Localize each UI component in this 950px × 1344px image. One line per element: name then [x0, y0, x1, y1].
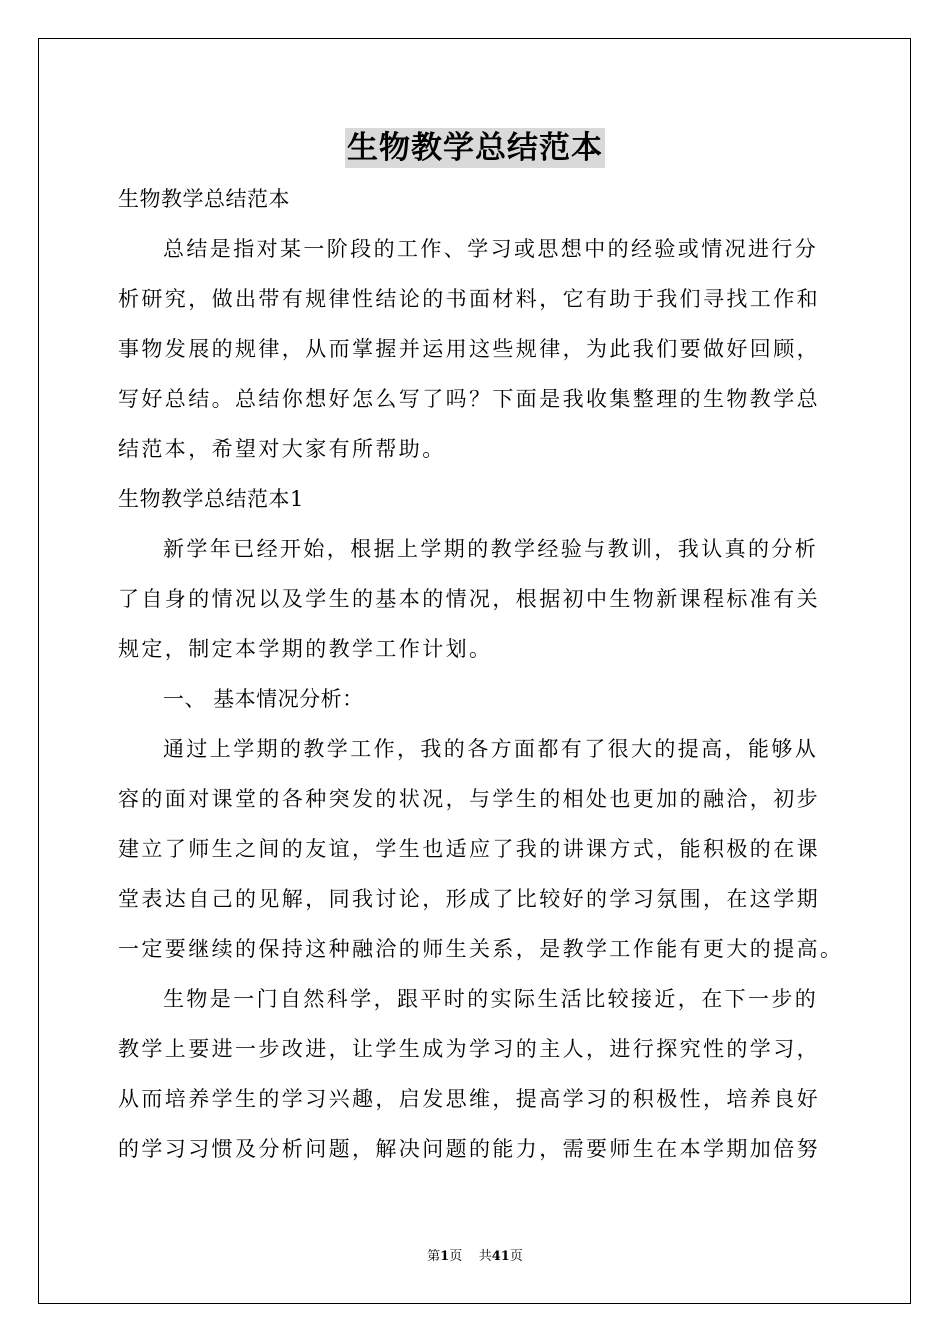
paragraph-line: 容的面对课堂的各种突发的状况，与学生的相处也更加的融洽，初步 — [118, 787, 820, 811]
total-prefix: 共 — [478, 1249, 492, 1264]
document-title: 生物教学总结范本 — [347, 130, 603, 166]
paragraph-line: 建立了师生之间的友谊，学生也适应了我的讲课方式，能积极的在课 — [118, 837, 820, 861]
page-prefix: 第 — [427, 1249, 441, 1264]
paragraph-line: 一定要继续的保持这种融洽的师生关系，是教学工作能有更大的提高。 — [118, 937, 844, 961]
paragraph-line: 教学上要进一步改进，让学生成为学习的主人，进行探究性的学习， — [118, 1037, 820, 1061]
paragraph-line: 了自身的情况以及学生的基本的情况，根据初中生物新课程标准有关 — [118, 587, 820, 611]
page-number: 1 — [440, 1249, 450, 1264]
paragraph-line: 从而培养学生的学习兴趣，启发思维，提高学习的积极性，培养良好 — [118, 1087, 820, 1111]
total-pages: 41 — [491, 1249, 510, 1264]
title-container — [0, 128, 950, 168]
paragraph-line: 通过上学期的教学工作，我的各方面都有了很大的提高，能够从 — [163, 737, 819, 761]
page-suffix: 页 — [449, 1249, 463, 1264]
paragraph-line: 事物发展的规律，从而掌握并运用这些规律，为此我们要做好回顾， — [118, 337, 820, 361]
paragraph-line: 规定，制定本学期的教学工作计划。 — [118, 637, 493, 661]
subtitle-heading: 生物教学总结范本 — [118, 187, 290, 211]
page-border — [38, 38, 911, 1304]
paragraph-line: 结范本，希望对大家有所帮助。 — [118, 437, 446, 461]
paragraph-line: 堂表达自己的见解，同我讨论，形成了比较好的学习氛围，在这学期 — [118, 887, 820, 911]
page-footer — [0, 1248, 950, 1266]
total-suffix: 页 — [509, 1249, 523, 1264]
paragraph-line: 写好总结。总结你想好怎么写了吗？下面是我收集整理的生物教学总 — [118, 387, 820, 411]
paragraph-line: 新学年已经开始，根据上学期的教学经验与教训，我认真的分析 — [163, 537, 819, 561]
paragraph-line: 生物是一门自然科学，跟平时的实际生活比较接近，在下一步的 — [163, 987, 819, 1011]
paragraph-line: 析研究，做出带有规律性结论的书面材料，它有助于我们寻找工作和 — [118, 287, 820, 311]
subsection-heading: 一、 基本情况分析： — [163, 687, 364, 711]
section-heading: 生物教学总结范本1 — [118, 487, 304, 511]
paragraph-line: 的学习习惯及分析问题，解决问题的能力，需要师生在本学期加倍努 — [118, 1137, 820, 1161]
paragraph-line: 总结是指对某一阶段的工作、学习或思想中的经验或情况进行分 — [163, 237, 819, 261]
